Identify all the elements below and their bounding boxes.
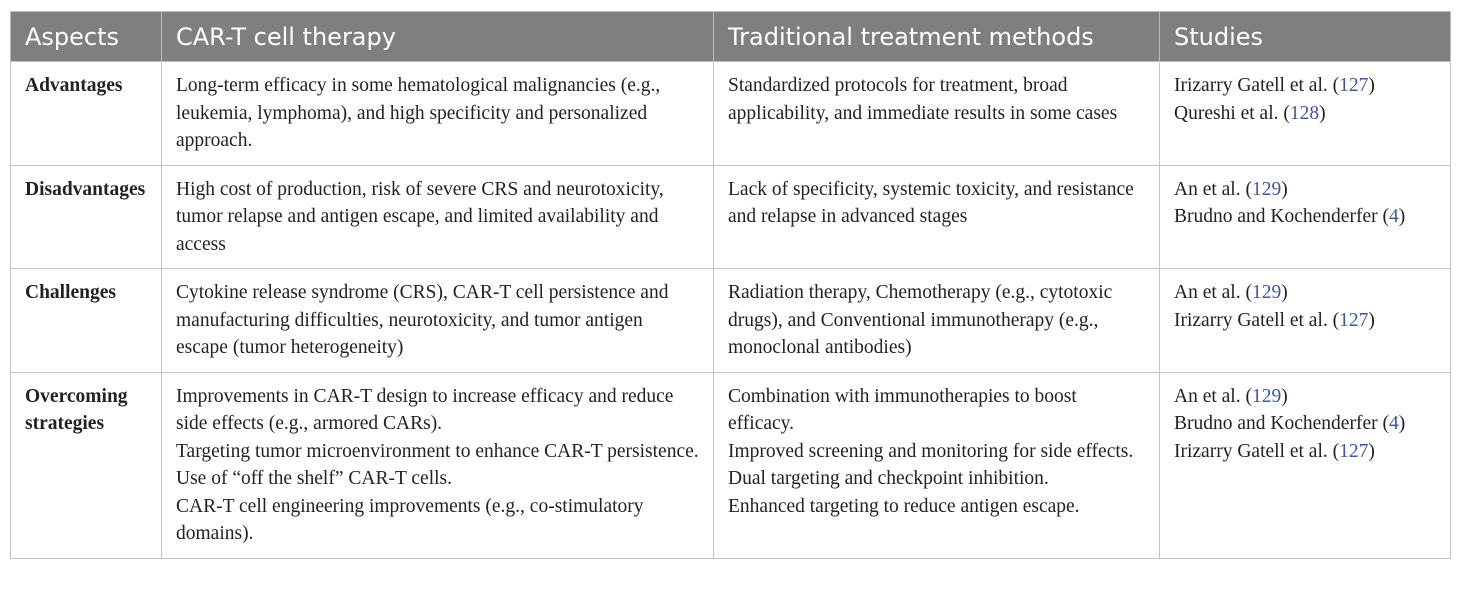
studies-cell bbox=[1160, 165, 1451, 269]
header-traditional-methods: Traditional treatment methods bbox=[714, 12, 1160, 62]
traditional-text-line: Dual targeting and checkpoint inhibition. bbox=[728, 468, 1049, 489]
study-author: Irizarry Gatell et al. ( bbox=[1174, 440, 1340, 462]
study-close-paren: ) bbox=[1398, 413, 1406, 434]
reference-link[interactable]: 129 bbox=[1251, 282, 1282, 303]
reference-link[interactable]: 127 bbox=[1339, 440, 1369, 462]
cart-text-line: Targeting tumor microenvironment to enhance CAR-T persistence. bbox=[176, 440, 699, 462]
study-citation bbox=[1174, 383, 1436, 411]
cart-therapy-cell bbox=[162, 269, 714, 373]
aspect-cell: Advantages bbox=[11, 62, 162, 166]
table-row bbox=[11, 165, 1451, 269]
study-author: Brudno and Kochenderfer ( bbox=[1174, 413, 1389, 434]
header-studies: Studies bbox=[1160, 12, 1451, 62]
cart-text-line: Improvements in CAR-T design to increase efficacy and reduce side effects (e.g., armored CARs). bbox=[176, 385, 674, 434]
cart-text-line: Cytokine release syndrome (CRS), CAR-T cell persistence and manufacturing difficulties, neurotoxicity, and tumor antigen escape (tumor heterogeneity) bbox=[176, 282, 669, 358]
traditional-text-line: Lack of specificity, systemic toxicity, and resistance and relapse in advanced stages bbox=[728, 178, 1134, 227]
study-citation bbox=[1174, 72, 1436, 100]
study-author: Irizarry Gatell et al. ( bbox=[1174, 75, 1340, 96]
study-citation bbox=[1174, 438, 1436, 466]
traditional-methods-cell bbox=[714, 62, 1160, 166]
aspect-cell: Disadvantages bbox=[11, 165, 162, 269]
reference-link[interactable]: 129 bbox=[1251, 178, 1282, 200]
studies-cell bbox=[1160, 372, 1451, 558]
study-citation bbox=[1174, 176, 1436, 204]
comparison-table bbox=[10, 11, 1451, 559]
study-close-paren: ) bbox=[1368, 440, 1375, 462]
traditional-text-line: Radiation therapy, Chemotherapy (e.g., cytotoxic drugs), and Conventional immunotherapy (e.g., monoclonal antibodies) bbox=[728, 282, 1113, 358]
cart-text-line: Use of “off the shelf” CAR-T cells. bbox=[176, 468, 452, 489]
cart-text-line: High cost of production, risk of severe CRS and neurotoxicity, tumor relapse and antigen escape, and limited availability and access bbox=[176, 178, 664, 255]
cart-therapy-cell bbox=[162, 372, 714, 558]
study-close-paren: ) bbox=[1368, 75, 1375, 96]
reference-link[interactable]: 129 bbox=[1251, 385, 1282, 407]
reference-link[interactable]: 4 bbox=[1388, 413, 1399, 434]
traditional-text-line: Standardized protocols for treatment, broad applicability, and immediate results in some cases bbox=[728, 75, 1118, 124]
traditional-methods-cell bbox=[714, 269, 1160, 373]
study-author: An et al. ( bbox=[1174, 282, 1252, 303]
traditional-text-line: Improved screening and monitoring for side effects. bbox=[728, 440, 1134, 462]
study-close-paren: ) bbox=[1398, 206, 1406, 227]
study-citation bbox=[1174, 307, 1436, 335]
study-author: Brudno and Kochenderfer ( bbox=[1174, 206, 1389, 227]
reference-link[interactable]: 128 bbox=[1289, 102, 1320, 124]
traditional-methods-cell bbox=[714, 165, 1160, 269]
study-close-paren: ) bbox=[1281, 385, 1288, 407]
study-citation bbox=[1174, 410, 1436, 438]
table-row bbox=[11, 269, 1451, 373]
aspect-cell: Overcoming strategies bbox=[11, 372, 162, 558]
table-row bbox=[11, 372, 1451, 558]
study-close-paren: ) bbox=[1319, 102, 1326, 124]
aspect-cell: Challenges bbox=[11, 269, 162, 373]
reference-link[interactable]: 127 bbox=[1339, 309, 1369, 331]
study-close-paren: ) bbox=[1368, 309, 1375, 331]
cart-text-line: Long-term efficacy in some hematological malignancies (e.g., leukemia, lymphoma), and high specificity and personalized approach. bbox=[176, 75, 661, 151]
traditional-text-line: Enhanced targeting to reduce antigen escape. bbox=[728, 495, 1080, 517]
cart-therapy-cell bbox=[162, 62, 714, 166]
header-aspects: Aspects bbox=[11, 12, 162, 62]
study-citation bbox=[1174, 203, 1436, 231]
table-body bbox=[11, 62, 1451, 559]
study-author: Irizarry Gatell et al. ( bbox=[1174, 309, 1340, 331]
traditional-methods-cell bbox=[714, 372, 1160, 558]
reference-link[interactable]: 127 bbox=[1339, 75, 1369, 96]
study-citation bbox=[1174, 279, 1436, 307]
studies-cell bbox=[1160, 269, 1451, 373]
header-cart-therapy: CAR-T cell therapy bbox=[162, 12, 714, 62]
study-author: An et al. ( bbox=[1174, 178, 1252, 200]
study-citation bbox=[1174, 100, 1436, 128]
header-row bbox=[11, 12, 1451, 62]
cart-text-line: CAR-T cell engineering improvements (e.g., co-stimulatory domains). bbox=[176, 495, 644, 544]
cart-therapy-cell bbox=[162, 165, 714, 269]
studies-cell bbox=[1160, 62, 1451, 166]
study-author: An et al. ( bbox=[1174, 385, 1252, 407]
reference-link[interactable]: 4 bbox=[1388, 206, 1399, 227]
traditional-text-line: Combination with immunotherapies to boost efficacy. bbox=[728, 385, 1077, 434]
study-close-paren: ) bbox=[1281, 282, 1288, 303]
study-close-paren: ) bbox=[1281, 178, 1288, 200]
study-author: Qureshi et al. ( bbox=[1174, 102, 1290, 124]
table-row bbox=[11, 62, 1451, 166]
comparison-table-container bbox=[10, 11, 1450, 559]
